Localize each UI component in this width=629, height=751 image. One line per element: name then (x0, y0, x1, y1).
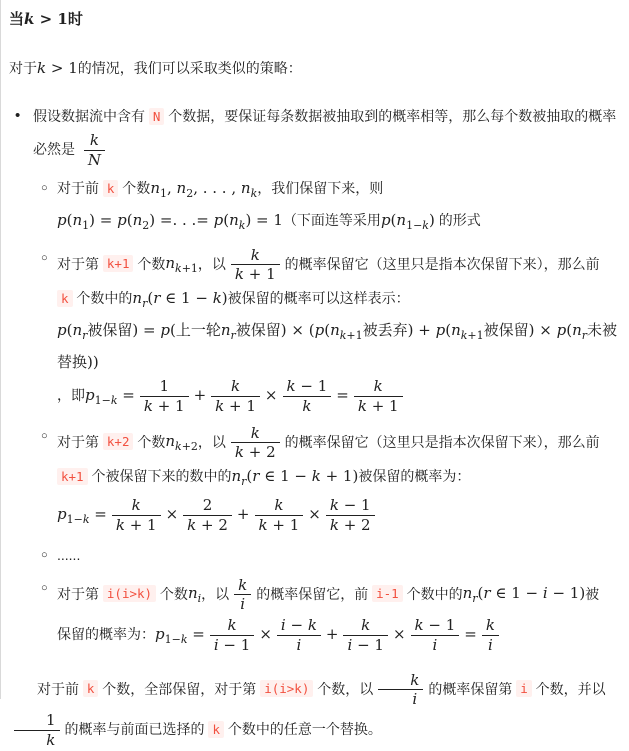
math-run: $p_{1-k}$ = (85, 385, 135, 407)
sub-bullet-first-k (35, 175, 623, 239)
text-run: 被保留的概率为： (358, 468, 471, 484)
math-run: × (165, 504, 179, 523)
math-run: $p(n_{1-k})$ (380, 210, 435, 232)
text-run: ，以 (197, 433, 226, 450)
fraction-numerator: 1 (46, 711, 56, 729)
inline-code: k (57, 290, 73, 307)
sub-bullet-ellipsis (35, 542, 623, 569)
text-run: ，以 (201, 585, 230, 602)
fraction-denominator: k + 1 (231, 264, 280, 284)
fraction-denominator: i (482, 635, 499, 655)
fraction-numerator: k (373, 377, 383, 395)
math-run: $n_i$ (187, 584, 202, 606)
text-run: ...... (57, 546, 81, 563)
fraction-numerator: k (238, 575, 248, 594)
fraction-denominator: k + 2 (183, 515, 232, 535)
math-run: × (259, 624, 272, 643)
math-run: $n_1$, $n_2$, . . . , $n_k$ (150, 178, 258, 200)
math-run: = (336, 385, 349, 404)
math-run: $p(n_1) = p(n_2)$ =. . .= $p(n_k) = 1$ (57, 210, 283, 232)
fraction (84, 131, 105, 170)
text-run: ，即 (57, 386, 85, 403)
fraction-denominator: N (84, 150, 105, 170)
inline-code: k+1 (57, 468, 88, 485)
fraction (354, 377, 403, 416)
fraction-denominator: k + 1 (211, 396, 260, 416)
fraction-numerator: k (250, 245, 260, 264)
text-run: 个数 (133, 433, 166, 450)
text-run: 个数，全部保留，对于第 (98, 680, 261, 697)
inline-code: k+1 (103, 255, 134, 272)
text-run: 个数中的 (72, 290, 133, 306)
inline-code: k (103, 180, 119, 197)
fraction-numerator: k (131, 496, 141, 514)
inline-code: i-1 (372, 585, 403, 602)
circle-marker: ○ (41, 251, 48, 264)
fraction-numerator: k − 1 (329, 496, 371, 514)
math-run: × (308, 504, 321, 523)
fraction-numerator: k (274, 496, 284, 514)
fraction-numerator: k (250, 423, 260, 442)
fraction-denominator: k + 1 (354, 396, 403, 416)
bullet-marker: • (15, 107, 21, 124)
fraction (283, 377, 332, 416)
math-run: + (193, 385, 207, 404)
math-run: $n_r(r$ ∈ 1 − k) (132, 289, 228, 310)
text-run: 被保留的概率可以这样表示： (227, 290, 410, 306)
fraction-numerator: k (227, 616, 237, 634)
text-run: （下面连等采用 (282, 211, 381, 228)
text-run: 的形式 (434, 211, 481, 228)
sub-bullet-general-i (35, 575, 623, 656)
text-run: 个数 (133, 255, 166, 272)
text-run: 被 (585, 585, 600, 602)
text-run: 假设数据流中含有 (33, 108, 149, 124)
fraction-denominator: k (283, 396, 332, 416)
fraction-denominator: k + 2 (326, 515, 375, 535)
fraction-numerator: k (231, 377, 241, 395)
math-run: k > 1 (37, 59, 78, 77)
text-run: 对于前 (37, 680, 83, 697)
text-run: 的概率保留它，前 (256, 585, 373, 602)
fraction-denominator: i (411, 635, 460, 655)
text-run: 保留的概率为： (57, 625, 155, 642)
text-run: 对于第 (57, 585, 103, 602)
inline-code: i(i>k) (103, 585, 156, 602)
fraction (378, 671, 423, 710)
fraction (482, 616, 499, 655)
inline-code: k (83, 680, 99, 697)
fraction-denominator: k + 1 (255, 515, 304, 535)
document-body (9, 8, 623, 751)
math-run: × (392, 624, 406, 643)
text-run: 个数中的 (402, 585, 463, 602)
summary-paragraph (9, 670, 623, 751)
text-run: 的概率与前面已选择的 (64, 720, 209, 737)
fraction-denominator: k + 1 (112, 515, 161, 535)
inline-code: N (149, 108, 165, 125)
math-run: $p_{1-k}$ = (57, 504, 107, 526)
math-run: × (264, 385, 278, 404)
fraction-denominator: i (277, 635, 321, 655)
text-run: 个数 (156, 585, 188, 602)
math-run: + (236, 504, 250, 523)
inline-code: i (516, 680, 532, 697)
text-run: 的概率保留它（这里只是指本次保留下来），那么前 (284, 255, 600, 272)
heading-when-k-gt-1 (9, 8, 623, 31)
math-run: $n_r(r$ ∈ 1 − i − 1) (462, 584, 586, 606)
fraction (326, 496, 375, 535)
inline-code: k+2 (103, 433, 134, 450)
fraction-numerator: k − 1 (414, 616, 456, 634)
fraction-numerator: k (361, 616, 371, 634)
fraction (211, 377, 260, 416)
text-run: 个数据，要保证每条数据被抽取到的概率相等，那么每个数被抽取的概率 (164, 108, 617, 124)
fraction-numerator: k (485, 616, 495, 634)
text-run: 个数，以 (313, 680, 374, 697)
fraction-numerator: k (89, 131, 99, 149)
math-run: $p_{1-k}$ = (155, 624, 205, 646)
math-run: $n_{k+2}$ (165, 432, 198, 454)
text-run: 的概率保留它（这里只是指本次保留下来），那么前 (284, 433, 600, 450)
text-run: 必然是 (33, 140, 79, 157)
fraction (140, 377, 189, 416)
text-run: ，以 (197, 255, 226, 272)
circle-marker: ○ (41, 181, 48, 194)
fraction-denominator: i − 1 (343, 635, 387, 655)
math-run: $n_{k+1}$ (165, 254, 198, 276)
math-run: $n_r(r$ ∈ 1 − k + 1) (231, 467, 359, 488)
sub-bullet-k-plus-2 (35, 423, 623, 536)
fraction-numerator: 1 (159, 377, 169, 395)
fraction-denominator: i (378, 689, 423, 709)
fraction-denominator: i (234, 594, 251, 614)
math-run: k > 1 (24, 10, 68, 28)
inline-code: i(i>k) (260, 680, 313, 697)
fraction-numerator: k (410, 670, 420, 689)
fraction (183, 496, 232, 535)
fraction (210, 616, 254, 655)
fraction (112, 496, 161, 535)
fraction-denominator: k + 2 (231, 442, 280, 462)
sub-bullet-k-plus-1 (35, 245, 623, 417)
text-run: 的情况，我们可以采取类似的策略： (77, 60, 302, 76)
math-run: = (464, 624, 477, 643)
intro-paragraph (9, 57, 623, 79)
text-run: ，我们保留下来，则 (257, 179, 384, 196)
fraction-numerator: 2 (202, 496, 213, 514)
fraction (277, 616, 321, 655)
bullet-assumption (9, 103, 623, 171)
fraction (231, 424, 280, 463)
fraction (411, 616, 460, 655)
fraction (234, 576, 251, 615)
text-run: 对于 (9, 60, 37, 76)
text-run: 的概率保留第 (428, 680, 517, 697)
text-run: 个被保留下来的数中的 (87, 468, 232, 484)
text-run: 对于第 (57, 433, 103, 450)
fraction-denominator: k (14, 730, 60, 750)
text-run: 个数中的任意一个替换。 (223, 720, 382, 737)
fraction (343, 616, 387, 655)
text-run: 个数 (118, 179, 151, 196)
text-run: 对于前 (57, 179, 103, 196)
fraction (231, 246, 280, 285)
fraction (14, 711, 60, 750)
math-run: $p(n_r$被保留) = p(上一轮$n_r$被保留) × ($p(n_{k+1}$被丢弃) + $p(n_{k+1}$被保留) × $p(n_r$未被替换)) (57, 321, 618, 371)
circle-marker: ○ (41, 581, 48, 594)
fraction (255, 496, 304, 535)
fraction-denominator: i − 1 (210, 635, 254, 655)
fraction-numerator: k − 1 (286, 377, 328, 395)
text-run: 个数，并以 (531, 680, 606, 697)
fraction-denominator: k + 1 (140, 396, 189, 416)
circle-marker: ○ (41, 548, 48, 561)
text-run: 时 (67, 11, 83, 28)
inline-code: k (208, 721, 224, 738)
math-run: + (325, 624, 339, 643)
text-run: 对于第 (57, 255, 103, 272)
text-run: 当 (9, 11, 25, 28)
circle-marker: ○ (41, 429, 48, 442)
fraction-numerator: i − k (280, 616, 317, 634)
